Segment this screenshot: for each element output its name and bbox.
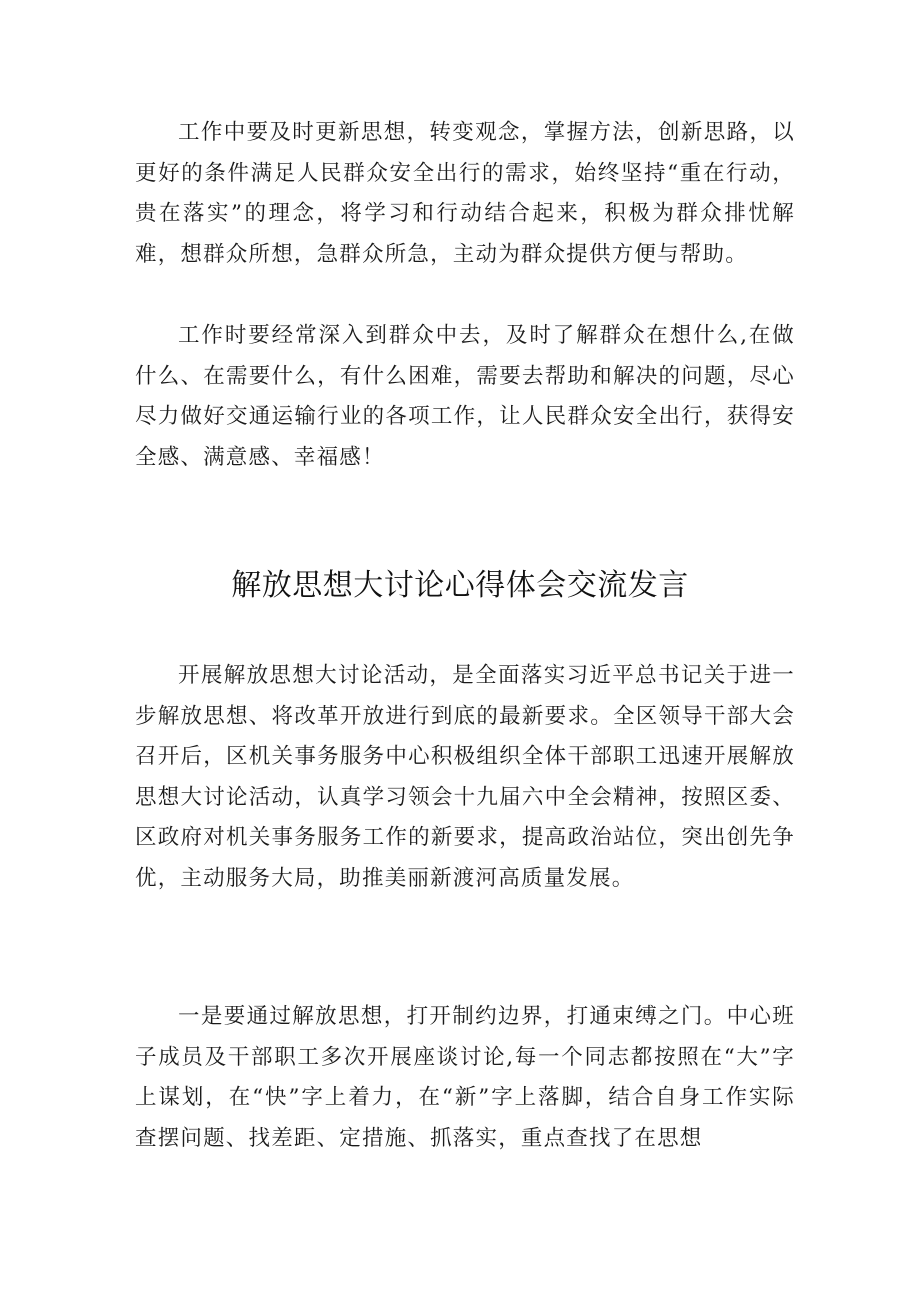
paragraph-2: 工作时要经常深入到群众中去，及时了解群众在想什么,在做什么、在需要什么，有什么困难，需要去帮助和解决的问题，尽心尽力做好交通运输行业的各项工作，让人民群众安全出行，获得安全感、满意感、幸福感！ [135,323,795,470]
paragraph-1: 工作中要及时更新思想，转变观念，掌握方法，创新思路，以更好的条件满足人民群众安全出行的需求，始终坚持“重在行动，贵在落实”的理念，将学习和行动结合起来，积极为群众排忧解难，想群众所想，急群众所急，主动为群众提供方便与帮助。 [135,120,795,267]
document-title: 解放思想大讨论心得体会交流发言 [231,568,689,603]
paragraph-3: 开展解放思想大讨论活动，是全面落实习近平总书记关于进一步解放思想、将改革开放进行到底的最新要求。全区领导干部大会召开后，区机关事务服务中心积极组织全体干部职工迅速开展解放思想大讨论活动，认真学习领会十九届六中全会精神，按照区委、区政府对机关事务服务工作的新要求，提高政治站位，突出创先争优，主动服务大局，助推美丽新渡河高质量发展。 [135,663,795,891]
paragraph-4: 一是要通过解放思想，打开制约边界，打通束缚之门。中心班子成员及干部职工多次开展座谈讨论,每一个同志都按照在“大”字上谋划，在“快”字上着力，在“新”字上落脚，结合自身工作实际查摆问题、找差距、定措施、抓落实，重点查找了在思想 [135,1004,795,1151]
